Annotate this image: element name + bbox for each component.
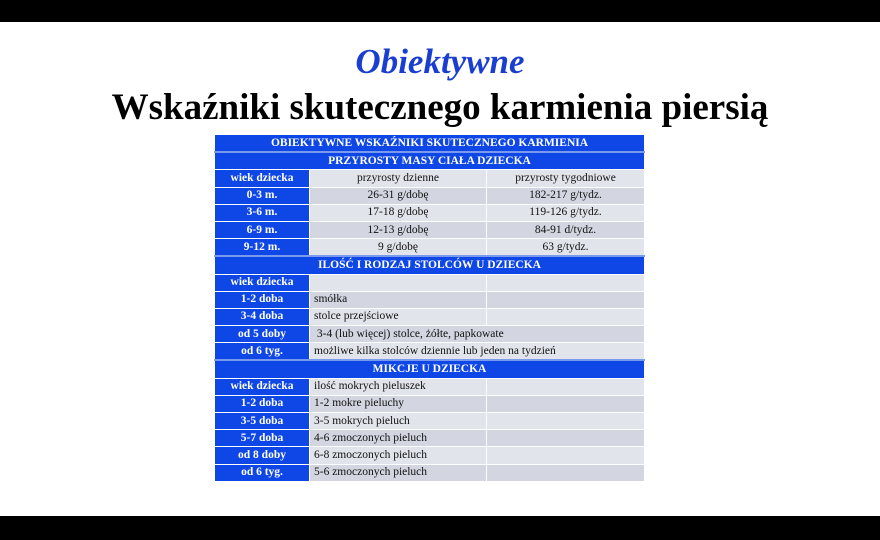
table-row [215,326,645,343]
table-row [215,413,645,430]
empty-cell [487,291,645,308]
empty-cell [487,378,645,395]
stool-section-heading: ILOŚĆ I RODZAJ STOLCÓW U DZIECKA [215,256,645,274]
column-header-daily: przyrosty dzienne [310,170,487,187]
table-row [215,274,645,291]
column-header-diapers: ilość mokrych pieluszek [310,378,487,395]
row-age: 5-7 doba [215,430,310,447]
column-header-age: wiek dziecka [215,274,310,291]
row-age: 3-5 doba [215,413,310,430]
slide-title: Wskaźniki skutecznego karmienia piersią [111,87,769,128]
diaper-count: 4-6 zmoczonych pieluch [310,430,487,447]
diaper-count: 3-5 mokrych pieluch [310,413,487,430]
row-age: od 6 tyg. [215,464,310,481]
table-header: OBIEKTYWNE WSKAŹNIKI SKUTECZNEGO KARMIENIA [215,135,645,153]
empty-cell [487,430,645,447]
table-row [215,464,645,481]
table-row [215,447,645,464]
section-header-row [215,256,645,274]
daily-gain: 9 g/dobę [310,239,487,257]
diaper-count: 6-8 zmoczonych pieluch [310,447,487,464]
weight-section-heading: PRZYROSTY MASY CIAŁA DZIECKA [215,152,645,170]
diaper-count: 1-2 mokre pieluchy [310,395,487,412]
feeding-indicators-table [214,134,645,482]
empty-cell [487,447,645,464]
table-row [215,204,645,221]
daily-gain: 26-31 g/dobę [310,187,487,204]
empty-cell [487,413,645,430]
row-age: od 5 doby [215,326,310,343]
table-row [215,343,645,361]
empty-cell [487,395,645,412]
empty-cell [310,274,487,291]
slide [0,22,880,516]
column-header-age: wiek dziecka [215,170,310,187]
table-row [215,187,645,204]
table-row [215,430,645,447]
row-age: 3-6 m. [215,204,310,221]
stool-description: stolce przejściowe [310,308,487,325]
row-age: 1-2 doba [215,291,310,308]
row-age: od 8 doby [215,447,310,464]
row-age: 9-12 m. [215,239,310,257]
table-header-row [215,135,645,153]
section-header-row [215,360,645,378]
urine-section-heading: MIKCJE U DZIECKA [215,360,645,378]
empty-cell [487,464,645,481]
empty-cell [487,274,645,291]
table-row [215,378,645,395]
weekly-gain: 63 g/tydz. [487,239,645,257]
daily-gain: 12-13 g/dobę [310,221,487,238]
daily-gain: 17-18 g/dobę [310,204,487,221]
stool-description: możliwe kilka stolców dziennie lub jeden na tydzień [310,343,645,361]
stool-description: smółka [310,291,487,308]
row-age: 3-4 doba [215,308,310,325]
table-row [215,291,645,308]
weekly-gain: 182-217 g/tydz. [487,187,645,204]
column-header-age: wiek dziecka [215,378,310,395]
table-row [215,395,645,412]
row-age: od 6 tyg. [215,343,310,361]
row-age: 6-9 m. [215,221,310,238]
empty-cell [487,308,645,325]
table-row [215,170,645,187]
stool-description: 3-4 (lub więcej) stolce, żółte, papkowate [310,326,645,343]
slide-subtitle: Obiektywne [355,42,525,81]
row-age: 1-2 doba [215,395,310,412]
section-header-row [215,152,645,170]
table-row [215,221,645,238]
row-age: 0-3 m. [215,187,310,204]
column-header-weekly: przyrosty tygodniowe [487,170,645,187]
table-row [215,239,645,257]
table-row [215,308,645,325]
weekly-gain: 84-91 d/tydz. [487,221,645,238]
diaper-count: 5-6 zmoczonych pieluch [310,464,487,481]
weekly-gain: 119-126 g/tydz. [487,204,645,221]
